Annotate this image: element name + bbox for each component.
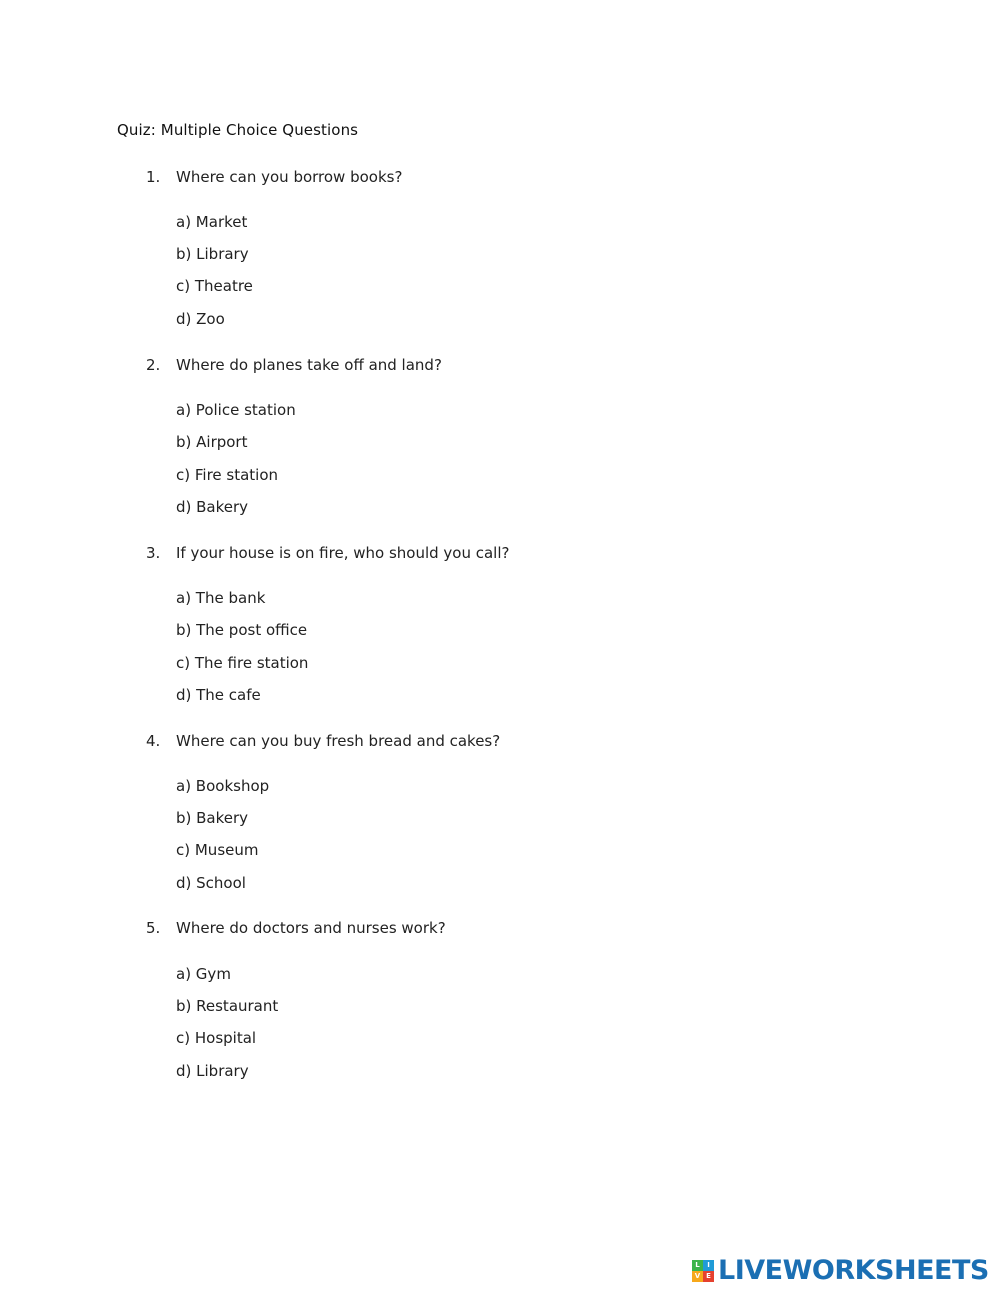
- option-c[interactable]: c) The fire station: [176, 654, 309, 672]
- option-c[interactable]: c) Fire station: [176, 466, 279, 484]
- option-b[interactable]: b) Library: [176, 245, 249, 263]
- option-b[interactable]: b) Airport: [176, 433, 248, 451]
- question-number: 1.: [146, 168, 161, 186]
- option-c[interactable]: c) Theatre: [176, 277, 253, 295]
- logo-block-e: E: [703, 1271, 714, 1282]
- question-text: Where can you borrow books?: [176, 168, 403, 186]
- option-d[interactable]: d) Zoo: [176, 310, 225, 328]
- question-number: 3.: [146, 544, 161, 562]
- logo-block-i: I: [703, 1260, 714, 1271]
- option-b[interactable]: b) The post office: [176, 621, 308, 639]
- option-a[interactable]: a) Bookshop: [176, 777, 270, 795]
- question-number: 2.: [146, 356, 161, 374]
- question-1: [146, 167, 846, 328]
- question-text: Where can you buy fresh bread and cakes?: [176, 732, 501, 750]
- option-a[interactable]: a) The bank: [176, 589, 266, 607]
- question-text: Where do planes take off and land?: [176, 356, 442, 374]
- logo-blocks-icon: [692, 1260, 714, 1282]
- quiz-title: Quiz: Multiple Choice Questions: [117, 121, 359, 139]
- option-a[interactable]: a) Police station: [176, 401, 296, 419]
- question-3: [146, 543, 846, 704]
- question-number: 5.: [146, 919, 161, 937]
- logo-block-v: V: [692, 1271, 703, 1282]
- question-text: Where do doctors and nurses work?: [176, 919, 446, 937]
- option-a[interactable]: a) Gym: [176, 965, 231, 983]
- option-c[interactable]: c) Hospital: [176, 1029, 257, 1047]
- liveworksheets-logo: [692, 1254, 989, 1288]
- option-a[interactable]: a) Market: [176, 213, 248, 231]
- option-d[interactable]: d) Library: [176, 1062, 249, 1080]
- question-number: 4.: [146, 732, 161, 750]
- option-d[interactable]: d) School: [176, 874, 246, 892]
- question-4: [146, 731, 846, 892]
- option-d[interactable]: d) Bakery: [176, 498, 249, 516]
- question-5: [146, 918, 846, 1080]
- question-2: [146, 355, 846, 516]
- question-text: If your house is on fire, who should you call?: [176, 544, 510, 562]
- option-b[interactable]: b) Restaurant: [176, 997, 279, 1015]
- logo-block-l: L: [692, 1260, 703, 1271]
- option-b[interactable]: b) Bakery: [176, 809, 249, 827]
- logo-text: LIVEWORKSHEETS: [718, 1255, 989, 1286]
- option-c[interactable]: c) Museum: [176, 841, 259, 859]
- option-d[interactable]: d) The cafe: [176, 686, 261, 704]
